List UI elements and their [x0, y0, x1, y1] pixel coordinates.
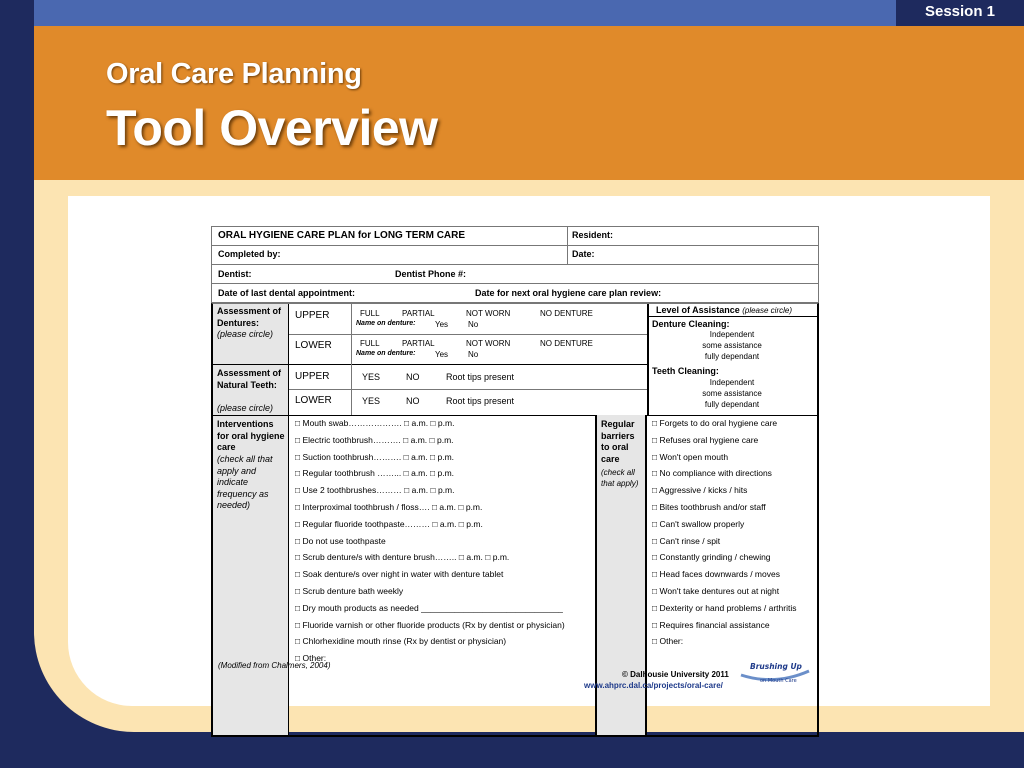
intervention-item[interactable]: □ Suction toothbrush………. □ a.m. □ p.m.: [295, 451, 455, 462]
assistance-note: (please circle): [742, 306, 793, 315]
assistance-header: [656, 305, 792, 315]
barriers-note: (check all that apply): [601, 468, 639, 488]
form-title: ORAL HYGIENE CARE PLAN for LONG TERM CARE: [218, 230, 466, 241]
teeth-upper-no: NO: [406, 372, 420, 382]
interventions-note: (check all that apply and indicate frequency as needed): [217, 454, 273, 510]
upper-no-denture: NO DENTURE: [540, 309, 593, 318]
barrier-item[interactable]: □ Refuses oral hygiene care: [652, 434, 759, 445]
lower-partial: PARTIAL: [402, 339, 435, 348]
intervention-item[interactable]: □ Fluoride varnish or other fluoride products (Rx by dentist or physician): [295, 619, 565, 630]
intervention-item[interactable]: □ Regular fluoride toothpaste……… □ a.m. □ p.m.: [295, 518, 483, 529]
intervention-item[interactable]: □ Scrub denture/s with denture brush…….. □ a.m. □ p.m.: [295, 552, 510, 563]
teeth-level-full: fully dependant: [704, 400, 760, 409]
interventions-title: Interventions for oral hygiene care: [217, 419, 285, 452]
lower-no-denture: NO DENTURE: [540, 339, 593, 348]
teeth-lower-no: NO: [406, 396, 420, 406]
slide-title: Tool Overview: [106, 100, 438, 156]
slide-subtitle: Oral Care Planning: [106, 58, 362, 90]
upper-no: No: [468, 320, 479, 329]
barrier-item[interactable]: □ Aggressive / kicks / hits: [652, 485, 748, 496]
barrier-item[interactable]: □ Can't rinse / spit: [652, 535, 721, 546]
appointment-row: [211, 284, 819, 303]
dentures-lower-label: LOWER: [295, 340, 332, 351]
teeth-level-independent: Independent: [709, 378, 755, 387]
resident-label: Resident:: [572, 230, 614, 240]
barrier-item[interactable]: □ No compliance with directions: [652, 468, 772, 479]
barriers-title: Regular barriers to oral care: [601, 419, 635, 464]
barrier-item[interactable]: □ Won't take dentures out at night: [652, 586, 780, 596]
dentures-upper-label: UPPER: [295, 310, 330, 321]
source-url[interactable]: www.ahprc.dal.ca/projects/oral-care/: [584, 681, 723, 690]
intervention-item[interactable]: □ Regular toothbrush ……... □ a.m. □ p.m.: [295, 468, 455, 479]
modified-note: (Modified from Chalmers, 2004): [218, 661, 331, 670]
denture-cleaning-label: Denture Cleaning:: [652, 319, 730, 329]
intervention-item[interactable]: □ Scrub denture bath weekly: [295, 586, 404, 596]
logo-text-bottom: on Mouth Care: [760, 678, 797, 684]
intervention-item[interactable]: □ Do not use toothpaste: [295, 535, 386, 546]
denture-level-independent: Independent: [709, 330, 755, 339]
natural-teeth-section-note: (please circle): [217, 403, 274, 413]
barrier-item[interactable]: □ Can't swallow properly: [652, 518, 745, 529]
teeth-upper-label: UPPER: [295, 371, 330, 382]
date-label: Date:: [572, 249, 595, 259]
intervention-item[interactable]: □ Interproximal toothbrush / floss…. □ a.m. □ p.m.: [295, 502, 483, 512]
intervention-item[interactable]: □ Electric toothbrush………. □ a.m. □ p.m.: [295, 434, 454, 445]
lower-not-worn: NOT WORN: [466, 339, 511, 348]
teeth-cleaning-label: Teeth Cleaning:: [652, 366, 719, 376]
dentist-label: Dentist:: [218, 269, 252, 279]
teeth-lower-label: LOWER: [295, 395, 332, 406]
upper-name-on-denture: Name on denture:: [356, 320, 416, 327]
barrier-item[interactable]: □ Head faces downwards / moves: [652, 569, 780, 580]
upper-full: FULL: [360, 309, 380, 318]
next-review-label: Date for next oral hygiene care plan review:: [475, 288, 662, 298]
barrier-item[interactable]: □ Forgets to do oral hygiene care: [652, 418, 778, 428]
upper-partial: PARTIAL: [402, 309, 435, 318]
dentures-section-title: Assessment of Dentures:: [217, 306, 282, 328]
form-title-row: [211, 226, 819, 246]
teeth-lower-yes: YES: [362, 396, 381, 406]
intervention-item[interactable]: □ Chlorhexidine mouth rinse (Rx by dentist or physician): [295, 636, 507, 647]
lower-name-on-denture: Name on denture:: [356, 350, 416, 357]
intervention-item[interactable]: □ Mouth swab………………. □ a.m. □ p.m.: [295, 418, 455, 428]
session-label: Session 1: [896, 0, 1024, 26]
denture-level-full: fully dependant: [704, 352, 760, 361]
last-appt-label: Date of last dental appointment:: [218, 288, 356, 298]
dentist-row: [211, 265, 819, 284]
teeth-upper-root-tips: Root tips present: [446, 372, 515, 382]
natural-teeth-section-title: Assessment of Natural Teeth:: [217, 368, 282, 390]
intervention-item[interactable]: □ Soak denture/s over night in water with denture tablet: [295, 569, 504, 580]
barrier-item[interactable]: □ Bites toothbrush and/or staff: [652, 502, 766, 512]
title-banner: [34, 26, 1024, 180]
barrier-item[interactable]: □ Dexterity or hand problems / arthritis: [652, 602, 797, 613]
barrier-item[interactable]: □ Other:: [652, 636, 684, 647]
copyright: © Dalhousie University 2011: [622, 670, 729, 679]
lower-yes: Yes: [435, 350, 449, 359]
brushing-up-logo: [738, 660, 812, 684]
top-bar: [34, 0, 1024, 26]
lower-full: FULL: [360, 339, 380, 348]
teeth-upper-yes: YES: [362, 372, 381, 382]
barrier-item[interactable]: □ Constantly grinding / chewing: [652, 552, 771, 563]
intervention-item[interactable]: □ Use 2 toothbrushes……… □ a.m. □ p.m.: [295, 485, 455, 496]
assistance-title: Level of Assistance: [656, 305, 740, 315]
dentist-phone-label: Dentist Phone #:: [395, 269, 467, 279]
upper-yes: Yes: [435, 320, 449, 329]
completed-by-label: Completed by:: [218, 249, 281, 259]
upper-not-worn: NOT WORN: [466, 309, 511, 318]
intervention-item[interactable]: □ Dry mouth products as needed ______________________________: [295, 602, 563, 613]
denture-level-some: some assistance: [702, 341, 762, 350]
teeth-level-some: some assistance: [702, 389, 762, 398]
teeth-lower-root-tips: Root tips present: [446, 396, 515, 406]
logo-text-top: Brushing Up: [750, 662, 802, 671]
completed-by-row: [211, 246, 819, 265]
dentures-section-note: (please circle): [217, 329, 274, 339]
lower-no: No: [468, 350, 479, 359]
barrier-item[interactable]: □ Won't open mouth: [652, 451, 729, 462]
intervention-item[interactable]: □ Other:: [295, 653, 327, 664]
barrier-item[interactable]: □ Requires financial assistance: [652, 619, 770, 630]
